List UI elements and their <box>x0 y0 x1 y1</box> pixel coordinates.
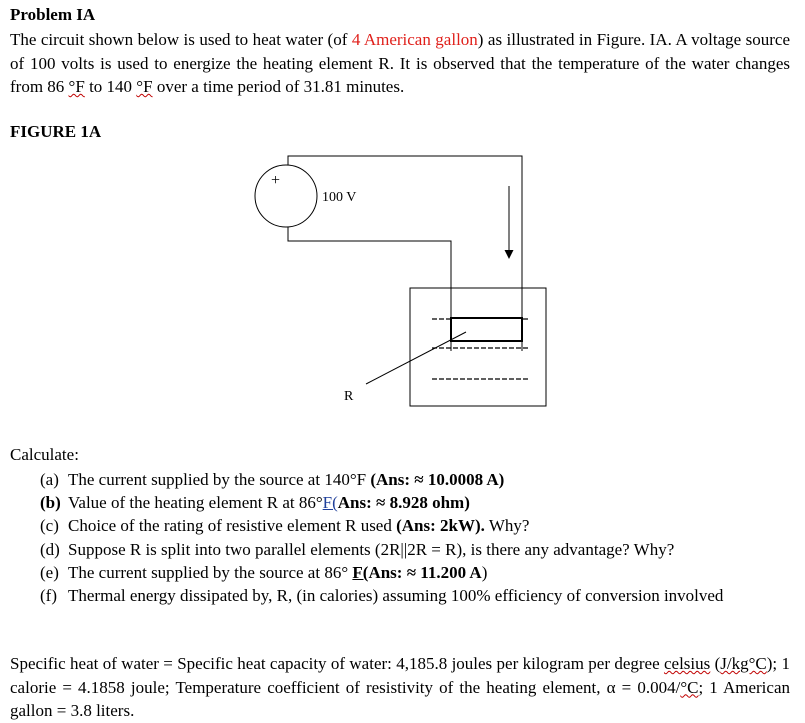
voltage-source <box>255 165 317 227</box>
problem-intro: The circuit shown below is used to heat water (of 4 American gallon) as illustrated in Figure. IA. A voltage source of 100 volts is used to energize the heating element R. It is observed that the temperature of the water changes from 86 °F to 140 °F over a time period of 31.81 minutes. <box>10 30 790 96</box>
question-a: (a) The current supplied by the source at 140°F (Ans: ≈ 10.0008 A) <box>40 470 505 489</box>
question-list <box>40 468 792 607</box>
water-container <box>410 288 546 406</box>
wire-top <box>288 156 522 318</box>
question-c: (c) Choice of the rating of resistive element R used (Ans: 2kW). Why? <box>40 516 530 536</box>
resistor-label: R <box>344 389 354 404</box>
question-e: (e) The current supplied by the source at 86° F(Ans: ≈ 11.200 A) <box>40 562 488 582</box>
constants-paragraph: Specific heat of water = Specific heat capacity of water: 4,185.8 joules per kilogram per degree celsius (J/kg°C); 1 calorie = 4.1858 joule; Temperature coefficient of resistivity of the heating element, α = 0.004/°C; 1 American gallon = 3.8 liters. <box>10 654 790 720</box>
voltage-label: 100 V <box>322 190 357 205</box>
question-f: (f) Thermal energy dissipated by, R, (in calories) assuming 100% efficiency of conversion involved <box>40 586 724 606</box>
current-arrow-head <box>505 250 514 259</box>
resistor-leader <box>366 332 466 384</box>
question-d: (d) Suppose R is split into two parallel elements (2R||2R = R), is there any advantage? Why? <box>40 539 675 559</box>
source-polarity: + <box>271 172 281 189</box>
wire-bottom <box>288 227 451 318</box>
question-b: (b) Value of the heating element R at 86°F(Ans: ≈ 8.928 ohm) <box>40 493 470 513</box>
circuit-figure <box>0 140 805 440</box>
heating-element <box>451 318 522 341</box>
calculate-heading: Calculate: <box>10 445 79 464</box>
problem-title: Problem IA <box>10 5 96 24</box>
figure-title: FIGURE 1A <box>10 122 102 141</box>
water-volume: 4 American gallon <box>351 30 478 49</box>
